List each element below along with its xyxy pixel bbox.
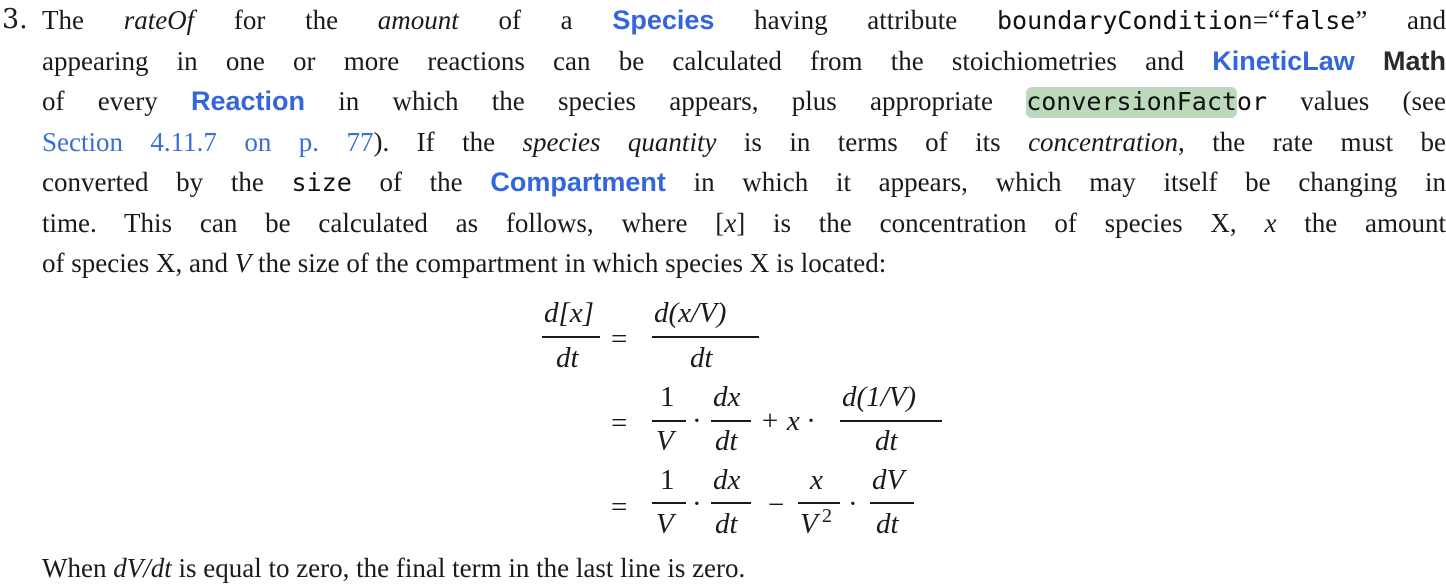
r1-numerator: d(x/V) [654, 297, 727, 329]
equals-2: = [611, 407, 628, 439]
one-numerator-2: 1 [660, 381, 675, 413]
dt-denominator-3b: dt [876, 508, 899, 540]
boundary-condition-attr: boundaryCondition [996, 6, 1253, 35]
lhs-denominator: dt [556, 342, 579, 374]
dot-3b: · [848, 488, 858, 520]
section-link[interactable]: Section 4.11.7 on p. 77 [42, 127, 374, 157]
kineticlaw-keyword: KineticLaw [1212, 46, 1355, 76]
text-line-3: of every Reaction in which the species appears, plus appropriate conversionFactor values (see [42, 86, 1446, 116]
dx-numerator-2: dx [713, 381, 741, 413]
lhs-fraction-bar [542, 336, 600, 338]
dt-denominator-2: dt [715, 425, 738, 457]
equals-1: = [611, 323, 628, 355]
size-attr: size [291, 168, 352, 197]
conversion-factor-rest: or [1236, 87, 1268, 116]
dx-dt-bar-3 [711, 502, 751, 504]
equals-3: = [611, 491, 628, 523]
false-value: false [1280, 6, 1356, 35]
dx-dt-bar-2 [711, 420, 751, 422]
one-over-v-bar-3 [652, 502, 686, 504]
r1-fraction-bar [652, 336, 759, 338]
text-line-4: Section 4.11.7 on p. 77). If the species quantity is in terms of its concentration, the rate must be [42, 127, 1446, 157]
reaction-keyword: Reaction [190, 86, 306, 116]
amount-term: amount [377, 5, 459, 35]
v-squared-exponent: 2 [822, 505, 832, 527]
plus-x-dot: + x · [760, 405, 815, 437]
x-over-v2-bar [798, 502, 840, 504]
species-keyword: Species [612, 5, 715, 35]
text-line-5: converted by the size of the Compartment in which it appears, which may itself be changing in [42, 167, 1446, 197]
r1-denominator: dt [690, 342, 713, 374]
one-numerator-3: 1 [660, 464, 675, 496]
dt-denominator-3: dt [715, 508, 738, 540]
rate-of-term: rateOf [123, 5, 195, 35]
species-quantity-term: species quantity [522, 127, 717, 157]
math-keyword: Math [1383, 46, 1446, 76]
x-numerator-3: x [810, 464, 823, 496]
dot-2a: · [692, 405, 702, 437]
dot-3a: · [692, 488, 702, 520]
dv-numerator: dV [872, 464, 905, 496]
d1v-numerator: d(1/V) [842, 381, 917, 413]
v-denominator-2: V [656, 425, 674, 457]
concentration-term: concentration [1028, 127, 1179, 157]
dx-numerator-3: dx [713, 464, 741, 496]
text-line-1: The rateOf for the amount of a Species having attribute boundaryCondition=“false” and [42, 5, 1446, 35]
lhs-numerator: d[x] [544, 297, 594, 329]
minus-sign: − [768, 489, 785, 521]
compartment-keyword: Compartment [490, 167, 666, 197]
list-item-number: 3. [2, 4, 28, 35]
dv-dt-inline: dV/dt [113, 553, 172, 583]
one-over-v-bar-2 [652, 420, 686, 422]
text-line-6: time. This can be calculated as follows, where [x] is the concentration of species X, x the amount [42, 208, 1446, 238]
text-line-7: of species X, and V the size of the compartment in which species X is located: [42, 248, 887, 278]
v-denominator-3: V [656, 508, 674, 540]
dv-dt-bar [870, 502, 914, 504]
v-squared-base: V [800, 508, 818, 540]
dt-denominator-2b: dt [875, 425, 898, 457]
conversion-factor-highlight: conversionFact [1026, 87, 1237, 116]
closing-sentence: When dV/dt is equal to zero, the final term in the last line is zero. [42, 553, 746, 583]
text-line-2: appearing in one or more reactions can be calculated from the stoichiometries and KineticLaw Math [42, 46, 1446, 76]
d1v-dt-bar [840, 420, 942, 422]
